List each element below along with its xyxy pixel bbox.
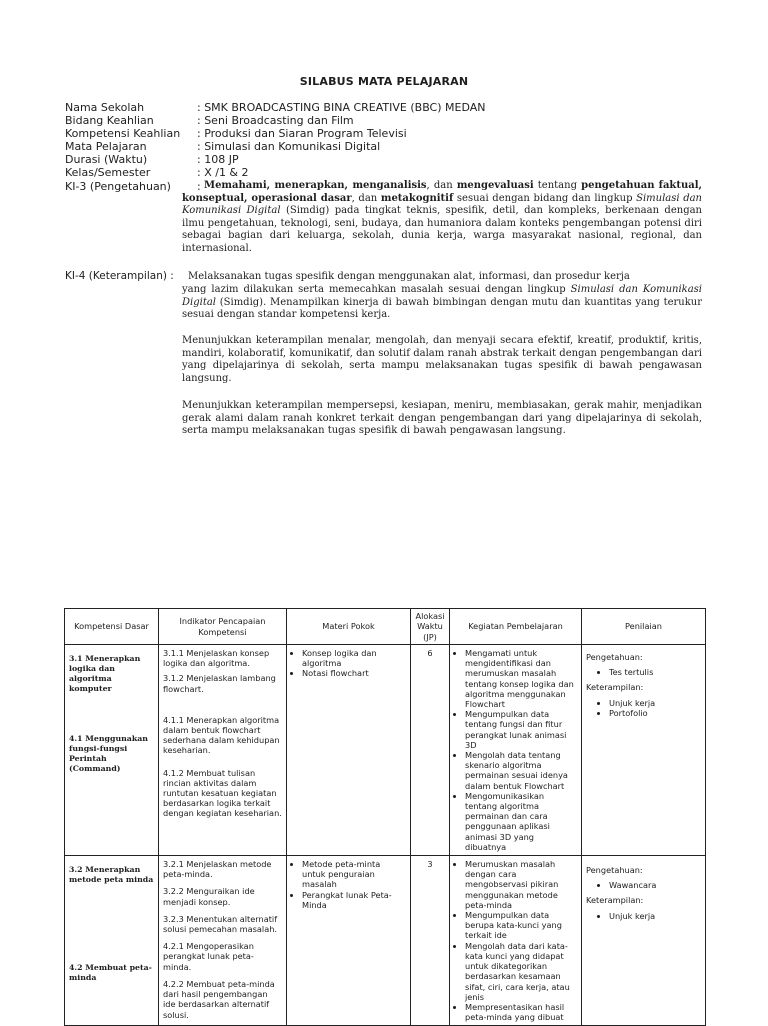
kd-item: 4.2 Membuat peta-minda (69, 963, 152, 983)
info-label: KI-3 (Pengetahuan) (65, 180, 171, 193)
kd-item: 3.2 Menerapkan metode peta minda (69, 865, 154, 885)
ki3-bold: mengevaluasi (456, 180, 534, 191)
ki4-italic: Simulasi dan Komunikasi Digital (182, 284, 703, 308)
list-item: • Mengolah data dari kata-kata kunci yang didapat untuk dikategorikan berdasarkan kesamaan sifat, ciri, cara kerja, atau jenis (465, 941, 577, 1002)
penilaian-heading: Pengetahuan: (586, 865, 643, 876)
list-item: • Mengumpulkan data berupa kata-kunci yang terkait ide (465, 910, 577, 941)
indikator-item: 3.1.1 Menjelaskan konsep logika dan algoritma. (163, 648, 270, 669)
cell-penilaian (582, 856, 706, 1026)
info-label: Kelas/Semester (65, 166, 151, 179)
ki3-text: tentang (533, 180, 582, 191)
cell-indikator (159, 645, 287, 856)
ki4-text: yang lazim dilakukan serta memecahkan masalah sesuai dengan lingkup (182, 284, 571, 295)
list-item: • Mengolah data tentang skenario algoritma permainan sesuai idenya dalam bentuk Flowchart (465, 750, 577, 791)
info-value: : SMK BROADCASTING BINA CREATIVE (BBC) MEDAN (197, 101, 486, 114)
penilaian-heading: Keterampilan: (586, 895, 644, 906)
indikator-item: 3.2.3 Menentukan alternatif solusi pemecahan masalah. (163, 913, 278, 935)
ki3-bold: faktual, konseptual, operasional dasar (182, 180, 702, 204)
penilaian-list (598, 880, 701, 890)
cell-penilaian (582, 645, 706, 856)
list-item: • Perangkat lunak Peta-Minda (302, 890, 406, 910)
info-label: Nama Sekolah (65, 101, 145, 114)
header-indikator: Indikator Pencapaian Kompetensi (159, 609, 287, 645)
cell-alokasi-waktu: 6 (411, 645, 450, 856)
ki3-paragraph (182, 180, 702, 256)
materi-list (291, 859, 406, 910)
penilaian-heading: Keterampilan: (586, 682, 644, 693)
ki4-line1: Melaksanakan tugas spesifik dengan menggunakan alat, informasi, dan prosedur kerja (188, 271, 630, 282)
info-label: Mata Pelajaran (65, 140, 147, 153)
header-penilaian: Penilaian (582, 609, 706, 645)
kegiatan-list (454, 648, 577, 852)
info-value: : 108 JP (197, 153, 239, 166)
penilaian-list (598, 698, 701, 718)
cell-kompetensi-dasar (65, 856, 159, 1026)
cell-kompetensi-dasar (65, 645, 159, 856)
ki3-text: , dan (351, 192, 381, 204)
indikator-item: 3.2.1 Menjelaskan metode peta-minda. (163, 859, 272, 880)
table-row (65, 645, 706, 856)
list-item: • Notasi flowchart (302, 668, 406, 678)
ki3-text: sesuai dengan bidang dan lingkup (453, 192, 637, 204)
list-item: • Unjuk kerja (609, 698, 701, 708)
list-item: • Mengamati untuk mengidentifikasi dan merumuskan masalah tentang konsep logika dan algoritma menggunakan Flowchart (465, 648, 577, 709)
indikator-item: 4.1.2 Membuat tulisan rincian aktivitas dalam runtutan kesatuan kegiatan berdasarkan logika terkait dengan kegiatan keseharian. (163, 767, 282, 819)
indikator-item: 4.2.2 Membuat peta-minda dari hasil pengembangan ide berdasarkan alternatif solusi. (163, 978, 275, 1020)
ki3-bold: pengetahuan (581, 180, 655, 191)
cell-kegiatan (450, 856, 582, 1026)
list-item: • Tes tertulis (609, 667, 701, 677)
ki3-text: , dan (426, 180, 457, 191)
list-item: • Unjuk kerja (609, 911, 701, 921)
info-value: : Produksi dan Siaran Program Televisi (197, 127, 407, 140)
table-row (65, 856, 706, 1026)
list-item: • Mengomunikasikan tentang algoritma permainan dan cara penggunaan aplikasi animasi 3D yang dibuatnya (465, 791, 577, 852)
ki3-italic: Simulasi dan Komunikasi Digital (182, 192, 702, 217)
info-value: : Seni Broadcasting dan Film (197, 114, 354, 127)
indikator-item: 3.1.2 Menjelaskan lambang flowchart. (163, 673, 276, 694)
cell-indikator (159, 856, 287, 1026)
penilaian-list (598, 667, 701, 677)
header-kompetensi-dasar: Kompetensi Dasar (65, 609, 159, 645)
syllabus-table (64, 608, 706, 1026)
ki4-text: (Simdig). Menampilkan kinerja di bawah bimbingan dengan mutu dan kuantitas yang terukur sesuai dengan standar kompetensi kerja. (182, 296, 702, 321)
info-value: : X /1 & 2 (197, 166, 249, 179)
info-label: Kompetensi Keahlian (65, 127, 181, 140)
info-label: Durasi (Waktu) (65, 153, 148, 166)
cell-materi-pokok (287, 645, 411, 856)
cell-materi-pokok (287, 856, 411, 1026)
info-label: Bidang Keahlian (65, 114, 154, 127)
indikator-item: 4.1.1 Menerapkan algoritma dalam bentuk flowchart sederhana dalam kehidupan keseharian. (163, 714, 280, 756)
list-item: • Metode peta-minta untuk penguraian masalah (302, 859, 406, 890)
list-item: • Konsep logika dan algoritma (302, 648, 406, 668)
penilaian-list (598, 911, 701, 921)
ki4-paragraph-3: Menunjukkan keterampilan mempersepsi, kesiapan, meniru, membiasakan, gerak mahir, menjadikan gerak alami dalam ranah konkret terkait dengan pengembangan dari yang dipelajarinya di sekolah, serta mampu melaksanakan tugas spesifik di bawah pengawasan langsung. (182, 400, 702, 437)
info-value: : Simulasi dan Komunikasi Digital (197, 140, 381, 153)
indikator-item: 3.2.2 Menguraikan ide menjadi konsep. (163, 886, 255, 907)
kegiatan-list (454, 859, 577, 1022)
ki4-label: KI-4 (Keterampilan) : (65, 270, 174, 282)
materi-list (291, 648, 406, 679)
penilaian-heading: Pengetahuan: (586, 652, 643, 662)
ki3-bold: Memahami, menerapkan, menganalisis (204, 180, 427, 191)
kd-item: 4.1 Menggunakan fungsi-fungsi Perintah (Command) (69, 734, 148, 773)
list-item: • Portofolio (609, 708, 701, 718)
header-alokasi-waktu: Alokasi Waktu (JP) (411, 609, 450, 645)
table-header-row (65, 609, 706, 645)
list-item: • Mengumpulkan data tentang fungsi dan fitur perangkat lunak animasi 3D (465, 709, 577, 750)
page-title: SILABUS MATA PELAJARAN (299, 75, 469, 88)
ki3-bold: metakognitif (380, 192, 454, 204)
ki3-text: (Simdig) pada tingkat teknis, spesifik, detil, dan kompleks, berkenaan dengan ilmu pengetahuan, teknologi, seni, budaya, dan humaniora dalam konteks pengembangan potensi diri sebagai bagian dari keluarga, sekolah, dunia kerja, warga masyarakat nasional, regional, dan internasional. (182, 205, 702, 254)
list-item: • Mempresentasikan hasil peta-minda yang dibuat (465, 1002, 577, 1022)
list-item: • Merumuskan masalah dengan cara mengobservasi pikiran menggunakan metode peta-minda (465, 859, 577, 910)
indikator-item: 4.2.1 Mengoperasikan perangkat lunak peta-minda. (163, 941, 254, 972)
cell-alokasi-waktu: 3 (411, 856, 450, 1026)
kd-item: 3.1 Menerapkan logika dan algoritma komputer (69, 654, 141, 693)
ki4-paragraph-2: Menunjukkan keterampilan menalar, mengolah, dan menyaji secara efektif, kreatif, produktif, kritis, mandiri, kolaboratif, komunikatif, dan solutif dalam ranah abstrak terkait dengan pengembangan dari yang dipelajarinya di sekolah, serta mampu melaksanakan tugas spesifik di bawah pengawasan langsung. (182, 335, 702, 384)
list-item: • Wawancara (609, 880, 701, 890)
cell-kegiatan (450, 645, 582, 856)
header-kegiatan: Kegiatan Pembelajaran (450, 609, 582, 645)
info-value: : (197, 180, 201, 193)
ki4-paragraph-1 (182, 284, 702, 322)
header-materi-pokok: Materi Pokok (287, 609, 411, 645)
